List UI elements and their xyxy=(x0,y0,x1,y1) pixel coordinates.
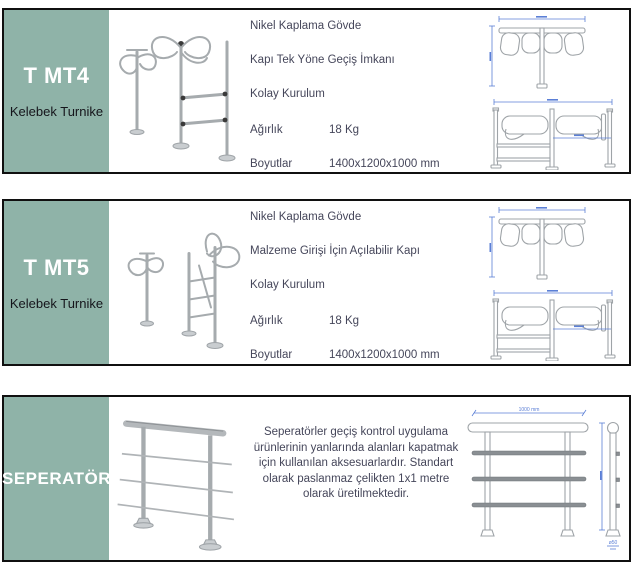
feature-item: Kolay Kurulum xyxy=(250,279,325,291)
product-model: T MT5 xyxy=(23,254,90,280)
feature-item: Malzeme Girişi İçin Açılabilir Kapı xyxy=(250,245,420,257)
spec-value: 18 Kg xyxy=(329,315,360,327)
product-photo-turnstile xyxy=(109,10,249,172)
spec-row xyxy=(250,349,482,361)
product-description: Seperatörler geçiş kontrol uygulama ürünlerinin yanlarında alanları kapatmak için kullanılan aksesuarlardır. Standart olarak paslanmaz çelikten 1x1 metre olarak üretilmektedir. xyxy=(253,426,459,500)
spec-label: Boyutlar xyxy=(250,349,293,361)
spec-value: 1400x1200x1000 mm xyxy=(329,349,440,361)
spec-value: 1400x1200x1000 mm xyxy=(329,158,440,170)
dimension-label-diameter: ø50 xyxy=(608,540,618,546)
spec-label: Boyutlar xyxy=(250,158,293,170)
spec-value: 18 Kg xyxy=(329,124,360,136)
feature-item: Nikel Kaplama Gövde xyxy=(250,211,362,223)
turnstile-photo-illustration xyxy=(109,10,249,172)
spec-label: Ağırlık xyxy=(250,124,283,136)
dimension-label-width: 1000 mm xyxy=(518,407,540,413)
turnstile-cad-drawing xyxy=(482,12,634,170)
spec-list xyxy=(250,201,482,364)
product-photo-turnstile-gate xyxy=(109,201,249,364)
product-label-panel xyxy=(4,10,109,172)
spec-list xyxy=(250,10,482,172)
product-model: SEPERATÖR xyxy=(1,468,112,488)
feature-item: Kolay Kurulum xyxy=(250,88,325,100)
turnstile-cad-drawing xyxy=(482,203,634,361)
seperator-cad-drawing xyxy=(466,403,629,555)
turnstile-gate-photo-illustration xyxy=(109,201,249,364)
product-photo-seperator xyxy=(109,397,249,560)
technical-drawing xyxy=(482,12,634,170)
spec-row xyxy=(250,158,482,170)
spec-row xyxy=(250,315,482,327)
product-model: T MT4 xyxy=(23,63,90,88)
product-label-panel xyxy=(1,397,112,560)
spec-label: Ağırlık xyxy=(250,315,283,327)
product-row-tmt5 xyxy=(2,199,631,366)
product-subtitle: Kelebek Turnike xyxy=(9,295,104,311)
feature-item: Nikel Kaplama Gövde xyxy=(250,20,362,32)
product-label-panel xyxy=(4,201,109,364)
technical-drawing xyxy=(482,203,634,361)
product-row-seperator xyxy=(2,395,631,562)
product-subtitle: Kelebek Turnike xyxy=(9,104,104,119)
technical-drawing xyxy=(466,403,629,555)
product-row-tmt4 xyxy=(2,8,631,174)
spec-row xyxy=(250,124,482,136)
seperator-photo-illustration xyxy=(109,397,249,560)
feature-item: Kapı Tek Yöne Geçiş İmkanı xyxy=(250,54,395,66)
